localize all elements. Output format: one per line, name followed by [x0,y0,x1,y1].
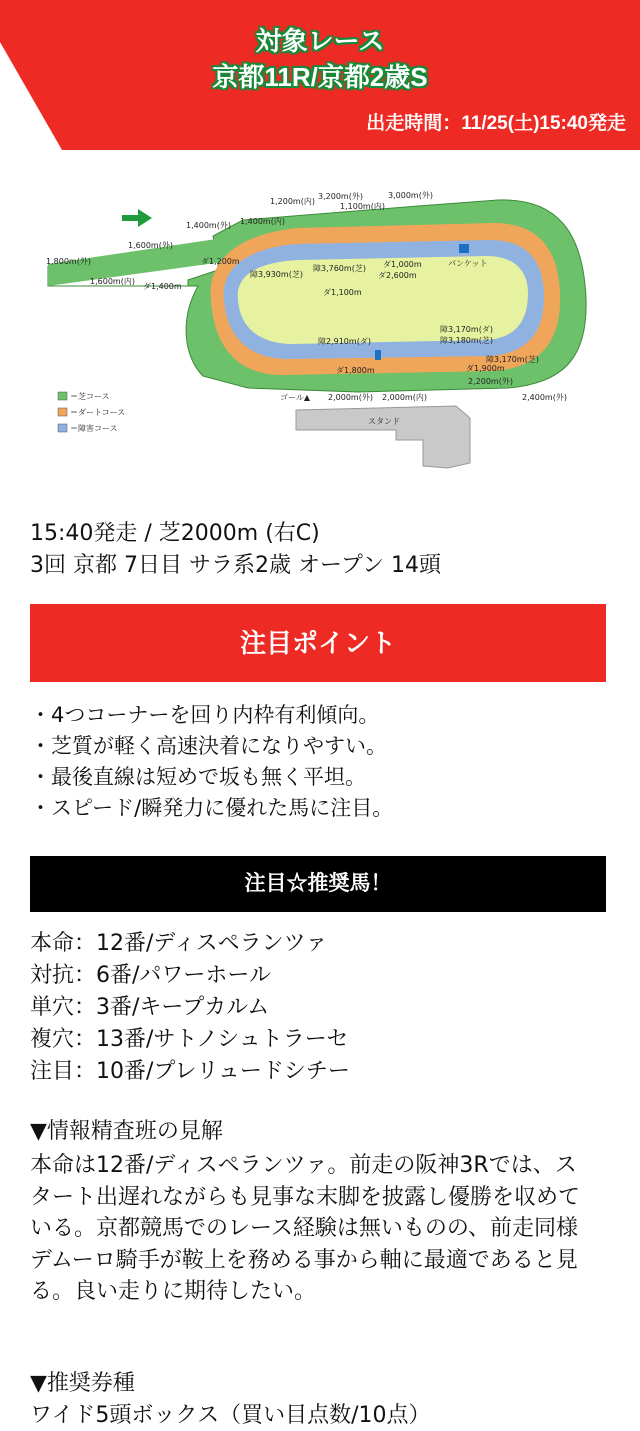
label-3200-outer: 3,200m(外) [318,192,363,201]
course-map [38,178,598,478]
label-dirt-1000: ダ1,000m [383,260,422,269]
points-list [30,700,393,824]
direction-arrow-icon [122,209,152,227]
label-1400-inner: 1,400m(内) [240,217,285,226]
recommended-banner: 注目☆推奨馬！ [30,856,606,912]
legend-turf: ＝芝コース [70,392,110,401]
label-hurdle-2910: 障2,910m(ダ) [318,337,371,346]
list-item: 本命：12番/ディスペランツァ [30,931,328,956]
label-3000-outer: 3,000m(外) [388,191,433,200]
label-1100-inner: 1,100m(内) [340,202,385,211]
label-2000-inner: 2,000m(内) [382,393,427,402]
legend-dirt: ＝ダートコース [70,408,126,417]
label-2200-outer: 2,200m(外) [468,377,513,386]
label-dirt-1100: ダ1,100m [323,288,362,297]
label-stand: スタンド [368,417,400,426]
label-1600-outer: 1,600m(外) [128,241,173,250]
picks-list [30,928,350,1088]
race-info [30,518,441,582]
point-banner: 注目ポイント [30,604,606,682]
race-header [0,0,640,150]
label-1800-outer: 1,800m(外) [46,257,91,266]
label-dirt-1200: ダ1,200m [201,257,240,266]
list-item: ・最後直線は短めで坂も無く平坦。 [30,765,366,789]
label-1400-outer: 1,400m(外) [186,221,231,230]
analysis-heading: ▼情報精査班の見解 [30,1119,223,1144]
label-2000-outer: 2,000m(外) [328,393,373,402]
start-time: 出走時間：11/25(土)15:40発走 [366,113,626,134]
bet-heading: ▼推奨券種 [30,1371,135,1396]
label-hurdle-3930: 障3,930m(芝) [250,270,303,279]
label-dirt-1800: ダ1,800m [336,366,375,375]
list-item: ・4つコーナーを回り内枠有利傾向。 [30,703,380,727]
label-hurdle-3170-dirt: 障3,170m(ダ) [440,325,493,334]
list-item: ・スピード/瞬発力に優れた馬に注目。 [30,796,394,820]
label-dirt-1900: ダ1,900m [466,364,505,373]
course-legend [58,391,125,433]
label-dirt-1400: ダ1,400m [143,282,182,291]
label-1600-inner: 1,600m(内) [90,277,135,286]
race-info-line2: 3回 京都 7日目 サラ系2歳 オープン 14頭 [30,553,441,578]
label-1200-inner: 1,200m(内) [270,197,315,206]
label-dirt-2600: ダ2,600m [378,271,417,280]
list-item: 対抗：6番/パワーホール [30,963,271,988]
legend-hurdle: ＝障害コース [70,424,118,433]
label-goal: ゴール▲ [280,393,310,402]
list-item: 注目：10番/プレリュードシチー [30,1059,350,1084]
header-title: 対象レース [255,26,385,56]
label-hurdle-3760: 障3,760m(芝) [313,264,366,273]
list-item: 単穴：3番/キープカルム [30,995,270,1020]
bet-body: ワイド5頭ボックス（買い目点数/10点） [30,1403,431,1428]
list-item: 複穴：13番/サトノシュトラーセ [30,1027,349,1052]
label-hurdle-3170-turf: 障3,170m(芝) [486,355,539,364]
label-hurdle-3180-turf: 障3,180m(芝) [440,336,493,345]
race-name: 京都11R/京都2歳S [212,62,428,92]
label-banquet: パンケット [448,259,488,268]
race-info-line1: 15:40発走 / 芝2000m (右C) [30,521,320,546]
analysis-body: 本命は12番/ディスペランツァ。前走の阪神3Rでは、スタート出遅れながらも見事な末脚を披露し優勝を収めている。京都競馬でのレース経験は無いものの、前走同様デムーロ騎手が鞍上を務める事から軸に最適であると見る。良い走りに期待したい。 [30,1153,581,1304]
label-2400-outer: 2,400m(外) [522,393,567,402]
list-item: ・芝質が軽く高速決着になりやすい。 [30,734,387,758]
